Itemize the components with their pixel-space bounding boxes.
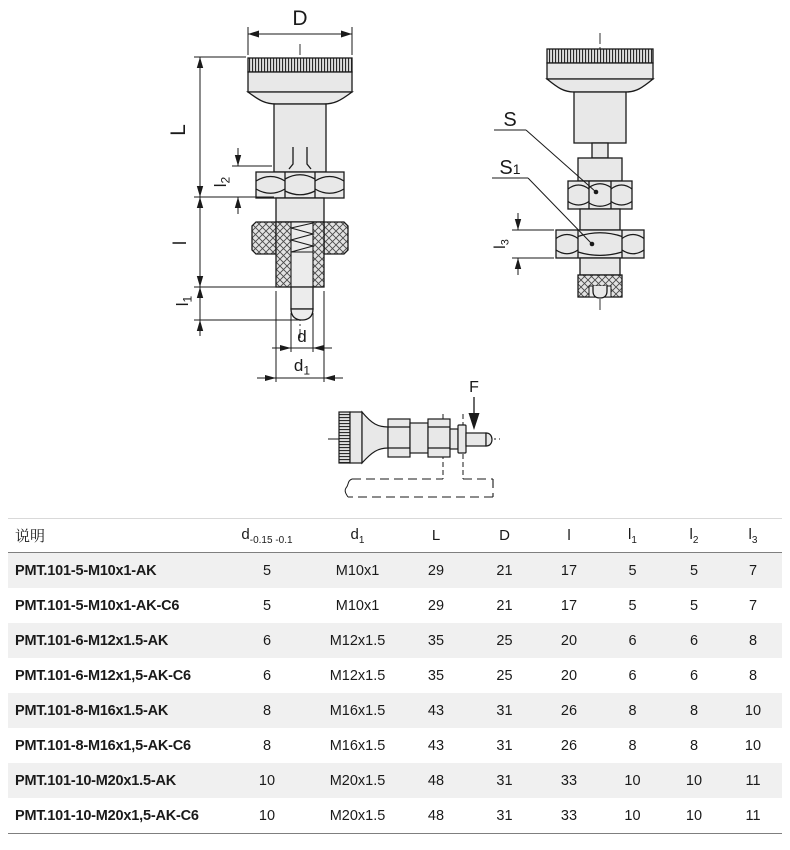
front-view [167,7,352,382]
value-l1: 5 [628,562,637,579]
dim-label-d: d [297,327,307,346]
value-l2: 10 [685,772,703,789]
value-L: 48 [427,772,445,789]
part-number: PMT.101-5-M10x1-AK [15,562,157,579]
mid-section [410,423,428,453]
knob [248,58,352,104]
dim-label-l3: $l_3$ [492,239,512,249]
col-header-l: l [537,519,601,553]
hex-section [256,172,344,198]
dim-label-d1: $d_1$ [293,356,311,378]
table-row [8,763,782,798]
value-d1: M20x1.5 [329,772,386,789]
value-d1: M20x1.5 [315,798,400,834]
value-l1: 8 [628,737,637,754]
col-header-L: L [400,519,472,553]
col-header-d: $d_{-0.15 -0.1}$ [219,519,315,553]
table-row [8,658,782,693]
value-l: 26 [560,737,578,754]
value-l: 26 [560,702,578,719]
table-header-row [8,519,782,553]
pin-side [466,433,486,446]
value-d1: M12x1.5 [329,632,386,649]
hex-side-2 [428,419,450,457]
value-l: 17 [560,562,578,579]
value-d: 6 [262,667,272,684]
table-row [8,798,782,834]
stem [274,104,326,172]
table-row [8,553,782,589]
value-D: 31 [496,702,513,719]
value-l: 20 [560,667,578,684]
value-D: 31 [496,737,513,754]
value-d: 8 [262,737,272,754]
dim-label-l2: $l_2$ [211,176,233,188]
table-row [8,623,782,658]
body-lower [580,258,620,275]
value-D: 21 [496,597,513,614]
value-d: 6 [262,632,272,649]
value-d: 5 [262,562,272,579]
hex-nut-S1 [556,230,644,258]
value-d: 10 [219,798,315,834]
pin-tip [486,433,492,446]
part-number: PMT.101-6-M12x1,5-AK-C6 [15,667,191,684]
dim-label-D: D [292,7,308,30]
value-d1: M16x1.5 [329,737,386,754]
value-D: 31 [496,772,513,789]
break-symbol [345,479,352,497]
pin [291,287,313,320]
value-l: 33 [537,798,601,834]
value-l1: 10 [624,772,641,789]
mounted-view [328,379,500,497]
dim-label-l1: $l_1$ [173,295,195,307]
dim-label-l: l [170,241,190,245]
taper [362,412,388,463]
body-mid [580,209,620,230]
part-number: PMT.101-10-M20x1.5-AK [15,772,177,789]
value-D: 25 [496,632,513,649]
value-l2: 5 [689,562,699,579]
knurl-band [547,49,653,63]
part-number: PMT.101-6-M12x1.5-AK [15,632,169,649]
col-header-l3: $l_3$ [724,519,782,553]
label-S: S [503,109,517,131]
value-d: 8 [262,702,272,719]
value-d: 5 [262,597,272,614]
force-arrow [469,397,480,430]
table-row [8,728,782,763]
neck [592,143,608,158]
dimensions-table [8,518,782,834]
value-l2: 8 [689,737,699,754]
knob-face [350,412,362,463]
mounting-plate [345,479,493,497]
col-header-D: D [472,519,537,553]
bushing-top [578,158,622,181]
value-l2: 10 [664,798,724,834]
value-l2: 5 [689,597,699,614]
washer [458,425,466,453]
value-d: 10 [258,772,276,789]
value-L: 29 [427,562,445,579]
value-D: 25 [496,667,513,684]
col-header-description: 说明 [8,519,219,553]
value-d1: M10x1 [335,597,380,614]
value-L: 35 [427,667,445,684]
dim-label-L: L [167,124,190,136]
value-l3: 8 [748,632,758,649]
hex-side-1 [388,419,410,457]
value-l3: 11 [724,798,782,834]
value-l3: 7 [748,597,758,614]
value-l: 20 [560,632,578,649]
value-l2: 6 [689,667,699,684]
value-l1: 8 [628,702,637,719]
value-l3: 11 [745,772,761,789]
knob [547,49,653,92]
col-header-d1: $d_1$ [315,519,400,553]
part-number: PMT.101-8-M16x1,5-AK-C6 [15,737,191,754]
value-l3: 10 [744,737,762,754]
value-l2: 6 [689,632,699,649]
bore [291,222,313,287]
value-L: 43 [427,737,445,754]
value-d1: M10x1 [335,562,380,579]
table-row [8,693,782,728]
col-header-l2: $l_2$ [664,519,724,553]
value-l3: 8 [748,667,758,684]
value-l3: 7 [748,562,758,579]
label-F: F [469,379,479,396]
hex-S [568,181,632,209]
value-l: 17 [560,597,578,614]
value-L: 48 [400,798,472,834]
threaded-bushing [276,198,324,222]
value-L: 29 [427,597,445,614]
value-l1: 10 [601,798,664,834]
col-header-l1: $l_1$ [601,519,664,553]
value-l2: 8 [689,702,699,719]
thread-end [450,429,458,449]
value-L: 35 [427,632,445,649]
value-L: 43 [427,702,445,719]
value-l1: 6 [628,632,637,649]
retracted-pin-tip [593,286,607,298]
part-number: PMT.101-5-M10x1-AK-C6 [15,597,180,614]
value-l: 33 [560,772,578,789]
value-d1: M16x1.5 [329,702,386,719]
value-l3: 10 [744,702,762,719]
value-l1: 5 [628,597,637,614]
value-D: 21 [496,562,513,579]
label-S1: S1 [499,157,521,179]
side-view [492,33,653,312]
part-number: PMT.101-10-M20x1,5-AK-C6 [8,798,219,834]
part-number: PMT.101-8-M16x1.5-AK [15,702,169,719]
knurl-band [339,412,350,463]
knurl-band [248,58,352,72]
value-l1: 6 [628,667,637,684]
table-row [8,588,782,623]
value-D: 31 [472,798,537,834]
value-d1: M12x1.5 [329,667,386,684]
stem [574,92,626,143]
